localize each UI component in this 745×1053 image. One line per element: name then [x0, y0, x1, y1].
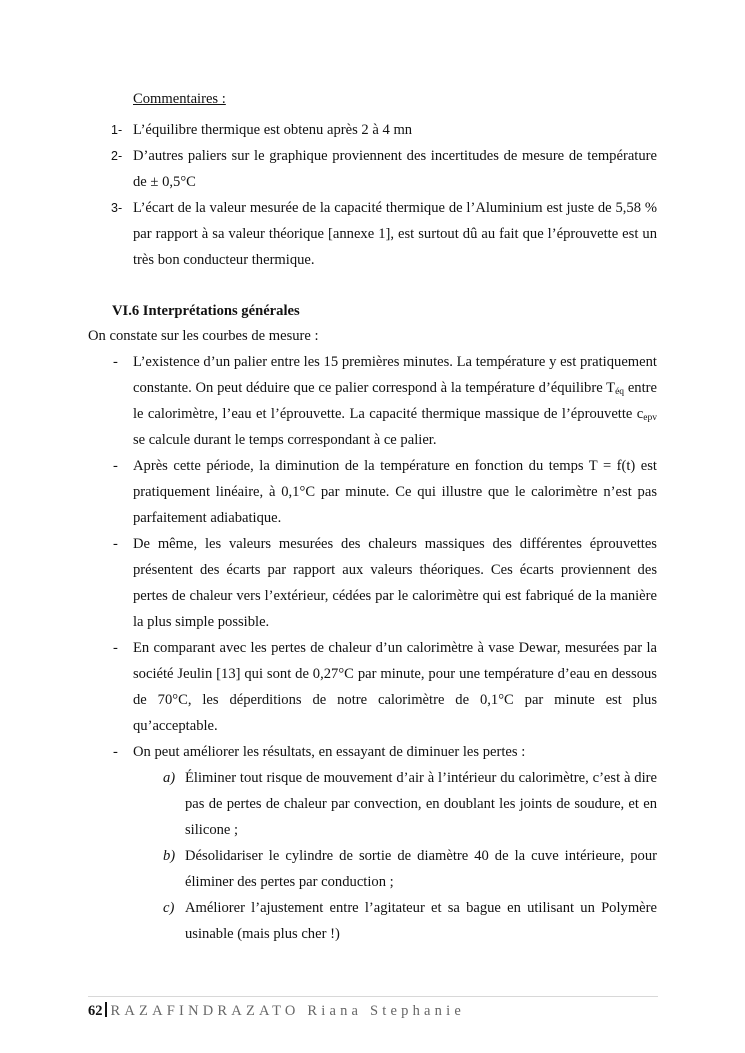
bullet-text: entre le calorimètre, l’eau et l’éprouvette. La capacité thermique massique de l’éprouvette c [133, 380, 657, 422]
list-item [111, 195, 657, 273]
bullet-list [113, 349, 657, 947]
bullet-item [113, 453, 657, 531]
sub-list [163, 765, 657, 947]
sub-item-label: b) [163, 848, 176, 864]
bullet-item [113, 531, 657, 635]
sub-item-text: Désolidariser le cylindre de sortie de diamètre 40 de la cuve intérieure, pour éliminer des pertes par conduction ; [185, 848, 657, 890]
list-item [111, 143, 657, 195]
sub-item [163, 843, 657, 895]
bullet-dash: - [113, 536, 118, 552]
section-intro: On constate sur les courbes de mesure : [88, 328, 319, 344]
subscript: epv [643, 413, 657, 423]
item-number: 1- [111, 123, 123, 137]
bullet-text: De même, les valeurs mesurées des chaleurs massiques des différentes éprouvettes présentent des écarts par rapport aux valeurs théoriques. Ces écarts proviennent des pertes de chaleur vers l’extérieur, cédées par le calorimètre qui est fabriqué de la manière la plus simple possible. [133, 536, 657, 630]
footer-divider [88, 996, 658, 997]
bullet-dash: - [113, 640, 118, 656]
bullet-item [113, 739, 657, 765]
author-name: RAZAFINDRAZATO Riana Stephanie [110, 1003, 465, 1019]
bullet-dash: - [113, 744, 118, 760]
sub-item [163, 765, 657, 843]
sub-item [163, 895, 657, 947]
page-footer [88, 998, 465, 1024]
subscript: éq [615, 387, 625, 397]
comments-list [111, 117, 657, 273]
list-item [111, 117, 657, 143]
section-heading: VI.6 Interprétations générales [112, 303, 300, 319]
bullet-text: On peut améliorer les résultats, en essayant de diminuer les pertes : [133, 744, 526, 760]
bullet-text: se calcule durant le temps correspondant à ce palier. [133, 432, 437, 448]
bullet-item [113, 349, 657, 453]
item-number: 3- [111, 201, 123, 215]
bullet-dash: - [113, 354, 118, 370]
footer-separator [105, 1002, 107, 1017]
sub-item-label: c) [163, 900, 175, 916]
item-text: D’autres paliers sur le graphique proviennent des incertitudes de mesure de température de ± 0,5°C [133, 148, 657, 190]
bullet-dash: - [113, 458, 118, 474]
item-text: L’écart de la valeur mesurée de la capacité thermique de l’Aluminium est juste de 5,58 % par rapport à sa valeur théorique [annexe 1], est surtout dû au fait que l’éprouvette est un très bon conducteur thermique. [133, 200, 657, 268]
bullet-item [113, 635, 657, 739]
item-number: 2- [111, 149, 123, 163]
bullet-text: Après cette période, la diminution de la température en fonction du temps T = f(t) est pratiquement linéaire, à 0,1°C par minute. Ce qui illustre que le calorimètre n’est pas parfaitement adiabatique. [133, 458, 657, 526]
page-number: 62 [88, 1003, 103, 1019]
sub-item-label: a) [163, 770, 176, 786]
sub-item-text: Éliminer tout risque de mouvement d’air à l’intérieur du calorimètre, c’est à dire pas de pertes de chaleur par convection, en doublant les joints de soudure, et en silicone ; [185, 770, 657, 838]
item-text: L’équilibre thermique est obtenu après 2 à 4 mn [133, 122, 413, 138]
sub-item-text: Améliorer l’ajustement entre l’agitateur et sa bague en utilisant un Polymère usinable (mais plus cher !) [185, 900, 657, 942]
bullet-text: L’existence d’un palier entre les 15 premières minutes. La température y est pratiquement constante. On peut déduire que ce palier correspond à la température d’équilibre T [133, 354, 657, 396]
bullet-text: En comparant avec les pertes de chaleur d’un calorimètre à vase Dewar, mesurées par la société Jeulin [13] qui sont de 0,27°C par minute, pour une température d’eau en dessous de 70°C, les déperditions de notre calorimètre de 0,1°C par minute est plus qu’acceptable. [133, 640, 657, 734]
comments-title: Commentaires : [133, 91, 226, 107]
